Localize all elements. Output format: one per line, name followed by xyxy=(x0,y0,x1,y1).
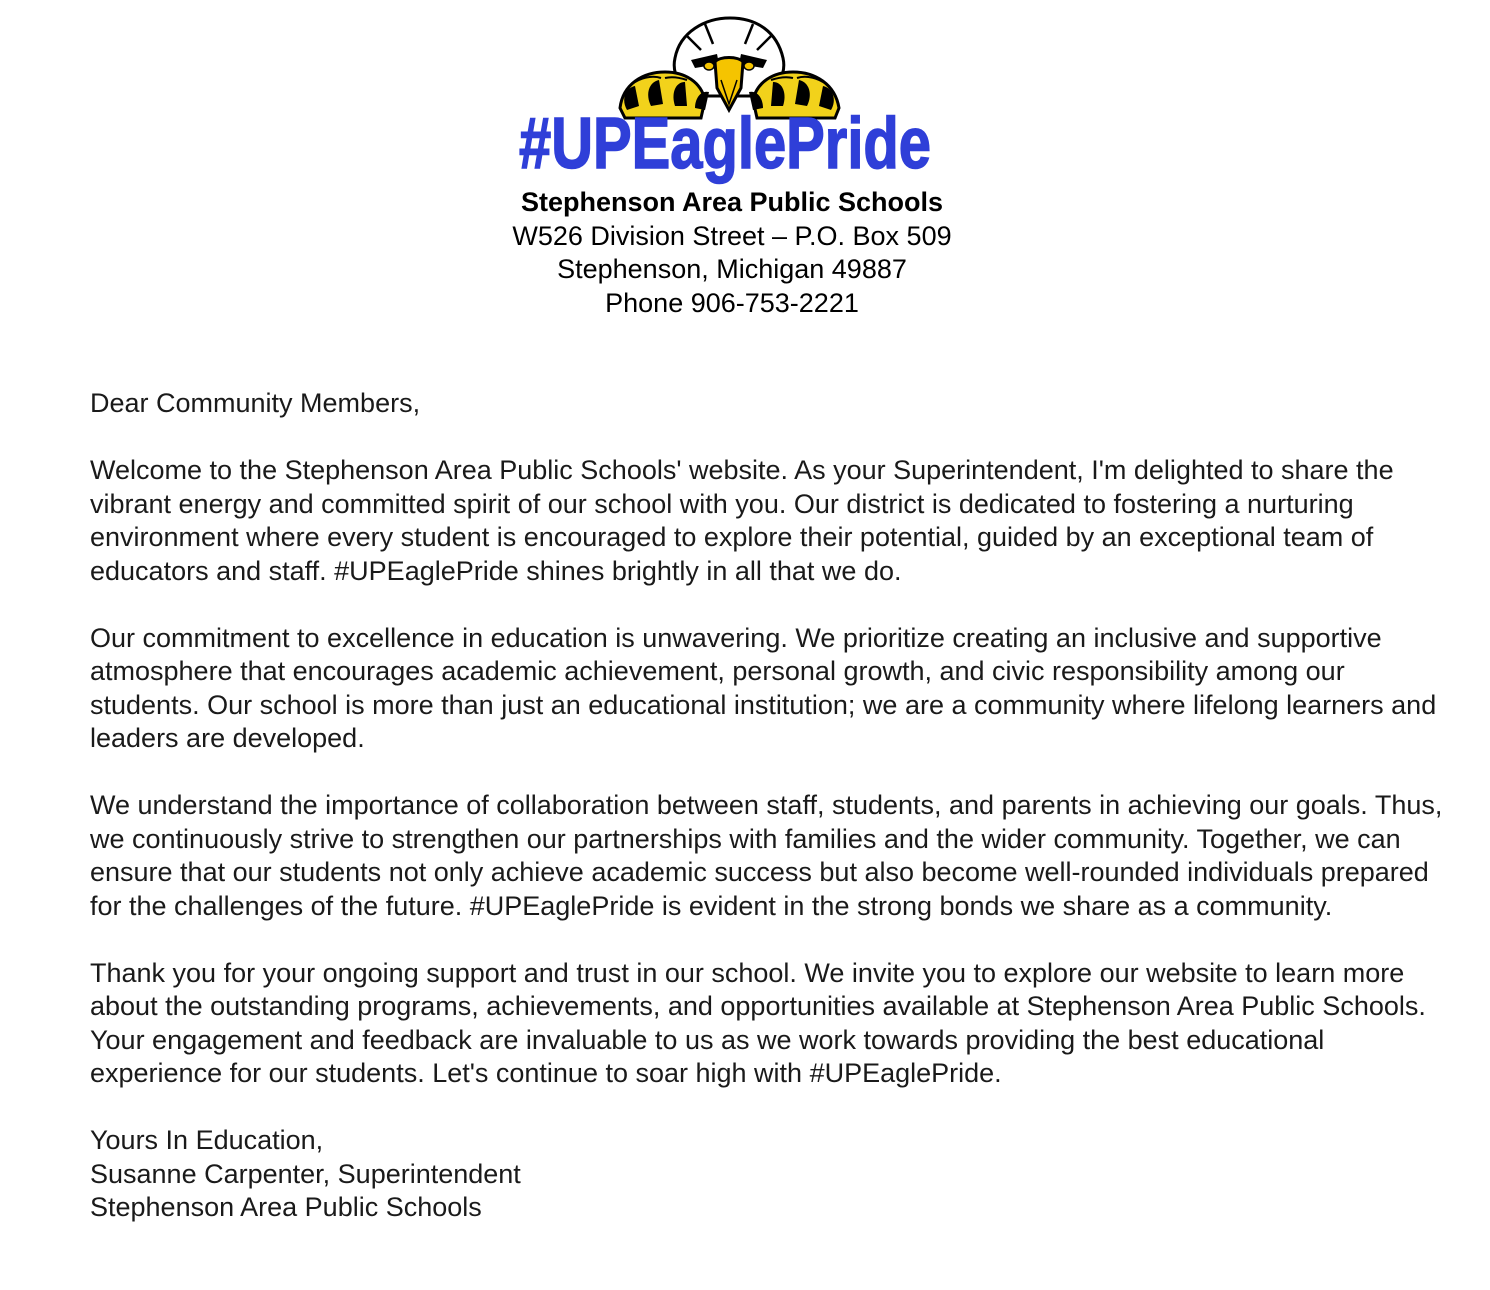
letter-paragraph: Our commitment to excellence in education is unwavering. We prioritize creating an inclusive and supportive atmosphere that encourages academic achievement, personal growth, and civic responsibility among our students. Our school is more than just an educational institution; we are a community where lifelong learners and leaders are developed. xyxy=(90,622,1437,753)
letter-signer-org: Stephenson Area Public Schools xyxy=(90,1192,482,1222)
org-address-line2: Stephenson, Michigan 49887 xyxy=(557,254,907,284)
upeaglepride-logo xyxy=(505,10,945,190)
letter-paragraph: Welcome to the Stephenson Area Public Schools' website. As your Superintendent, I'm delighted to share the vibrant energy and committed spirit of our school with you. Our district is dedicated to fostering a nurturing environment where every student is encouraged to explore their potential, guided by an exceptional team of educators and staff. #UPEaglePride shines brightly in all that we do. xyxy=(90,455,1394,586)
letter-signer: Susanne Carpenter, Superintendent xyxy=(90,1158,521,1189)
eagle-mascot-icon xyxy=(505,10,945,190)
letter-paragraph: Thank you for your ongoing support and trust in our school. We invite you to explore our website to learn more about the outstanding programs, achievements, and opportunities available at Stephenson Area Public Schools. Your engagement and feedback are invaluable to us as we work towards providing the best educational experience for our students. Let's continue to soar high with #UPEaglePride. xyxy=(90,957,1426,1088)
org-phone: Phone 906-753-2221 xyxy=(605,287,859,318)
org-name: Stephenson Area Public Schools xyxy=(520,187,944,217)
letter-body xyxy=(90,387,1460,1258)
org-address-block xyxy=(0,186,1464,320)
org-address-line1: W526 Division Street – P.O. Box 509 xyxy=(512,220,952,251)
letter-paragraph: We understand the importance of collaboration between staff, students, and parents in achieving our goals. Thus, we continuously strive to strengthen our partnerships with families and the wider community. Together, we can ensure that our students not only achieve academic success but also become well-rounded individuals prepared for the challenges of the future. #UPEaglePride is evident in the strong bonds we share as a community. xyxy=(90,790,1443,921)
letterhead xyxy=(0,0,1490,330)
logo-wordmark: #UPEaglePride xyxy=(519,104,931,184)
letter-closing: Yours In Education, xyxy=(90,1125,324,1155)
letter-signoff xyxy=(90,1124,1460,1225)
letter-greeting: Dear Community Members, xyxy=(90,388,421,418)
